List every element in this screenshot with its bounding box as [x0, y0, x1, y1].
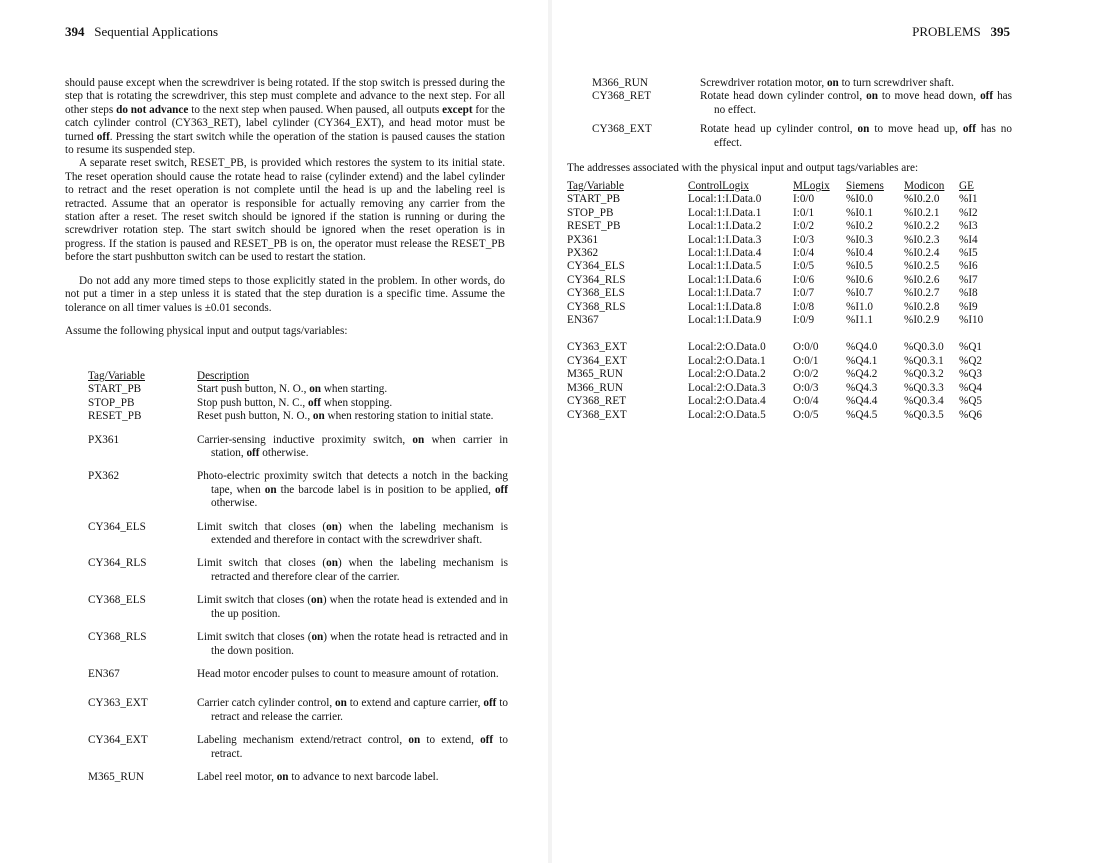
tag-cell: EN367	[567, 314, 599, 327]
tag-cell: RESET_PB	[567, 220, 621, 233]
controllogix-cell: Local:1:I.Data.2	[688, 220, 762, 233]
table-row	[88, 734, 508, 761]
tag-description-table	[88, 370, 508, 784]
siemens-cell: %Q4.5	[846, 408, 878, 421]
output-address-row	[567, 368, 989, 381]
controllogix-cell: Local:1:I.Data.3	[688, 233, 762, 246]
table-header-row	[88, 370, 508, 383]
mlogix-cell: I:0/5	[793, 260, 815, 273]
input-address-row	[567, 274, 989, 287]
output-address-row	[567, 395, 989, 408]
paragraph: should pause except when the screwdriver is being rotated. If the stop switch is pressed during the step that is rotating the screwdriver, this step must complete and advance to the next step. For all other steps do not advance to the next step when paused. When paused, all outputs except for the catch cylinder control (CY363_RET), label cylinder (CY364_EXT), and head motor must be turned off. Pressing the start switch while the operation of the station is paused causes the station to resume its suspended step.	[65, 77, 506, 157]
right-running-title: PROBLEMS	[912, 24, 981, 39]
modicon-cell: %I0.2.2	[904, 220, 940, 233]
ge-cell: %I2	[959, 206, 978, 219]
mlogix-cell: I:0/4	[793, 247, 815, 260]
paragraph: A separate reset switch, RESET_PB, is provided which restores the system to its initial state. The reset operation should cause the rotate head to raise (cylinder extend) and the label cylinder to retract and the reset operation is not complete until the head is up and the labeling reel is retracted. Assume that an operator is responsible for actually removing any carrier from the station after a reset. The reset switch should be ignored if the station is running or during the screwdriver rotation step. The start switch should be ignored when the reset operation is in progress. If the station is paused and RESET_PB is on, the operator must release the RESET_PB before the start pushbutton switch can be used to restart the station.	[65, 157, 505, 264]
siemens-cell: %Q4.2	[846, 368, 878, 381]
controllogix-cell: Local:1:I.Data.1	[688, 206, 762, 219]
table-row	[88, 668, 508, 681]
siemens-cell: %I0.1	[846, 206, 874, 219]
siemens-cell: %I0.6	[846, 273, 874, 286]
description-cell: Rotate head down cylinder control, on to move head down, off has no effect.	[700, 90, 1012, 116]
ge-cell: %I9	[959, 300, 978, 313]
input-address-rows	[567, 193, 989, 327]
right-running-head	[912, 24, 1010, 40]
tag-cell: CY363_EXT	[567, 341, 627, 354]
controllogix-cell: Local:2:O.Data.1	[688, 354, 766, 367]
description-cell: Limit switch that closes (on) when the labeling mechanism is retracted and therefore clear of the carrier.	[197, 557, 508, 583]
siemens-cell: %I0.0	[846, 193, 874, 206]
modicon-cell: %I0.2.8	[904, 300, 940, 313]
controllogix-cell: Local:1:I.Data.0	[688, 193, 762, 206]
input-address-row	[567, 260, 989, 273]
tag-cell: CY368_RLS	[88, 631, 147, 644]
modicon-cell: %Q0.3.4	[904, 395, 944, 408]
description-cell: Labeling mechanism extend/retract control, on to extend, off to retract.	[197, 734, 508, 760]
mlogix-cell: I:0/7	[793, 287, 815, 300]
tag-cell: CY364_RLS	[88, 557, 147, 570]
mlogix-cell: I:0/2	[793, 220, 815, 233]
left-running-head	[65, 24, 218, 40]
ge-cell: %I10	[959, 314, 984, 327]
siemens-cell: %Q4.1	[846, 354, 878, 367]
header-description: Description	[197, 370, 250, 382]
tag-cell: PX361	[88, 433, 120, 446]
left-page	[0, 0, 548, 863]
ge-cell: %Q3	[959, 368, 982, 381]
modicon-cell: %I0.2.3	[904, 233, 940, 246]
modicon-cell: %I0.2.9	[904, 314, 940, 327]
right-page	[552, 0, 1100, 863]
description-cell: Screwdriver rotation motor, on to turn screwdriver shaft.	[700, 77, 955, 89]
mlogix-cell: O:0/0	[793, 341, 819, 354]
right-page-number: 395	[990, 24, 1010, 39]
header-mlogix: MLogix	[793, 180, 830, 192]
mlogix-cell: I:0/8	[793, 300, 815, 313]
tag-cell: M366_RUN	[592, 77, 648, 89]
ge-cell: %I3	[959, 220, 978, 233]
ge-cell: %I6	[959, 260, 978, 273]
ge-cell: %Q2	[959, 354, 982, 367]
tag-cell: CY368_EXT	[592, 123, 652, 136]
table-row	[88, 594, 508, 621]
input-address-row	[567, 314, 989, 327]
tag-cell: PX362	[88, 470, 120, 483]
description-cell: Rotate head up cylinder control, on to move head up, off has no effect.	[700, 123, 1012, 149]
ge-cell: %I8	[959, 287, 978, 300]
tag-cell: M365_RUN	[567, 368, 623, 381]
address-intro: The addresses associated with the physical input and output tags/variables are:	[567, 162, 919, 174]
tag-cell: PX362	[567, 247, 599, 260]
controllogix-cell: Local:1:I.Data.4	[688, 247, 762, 260]
siemens-cell: %I0.4	[846, 247, 874, 260]
tag-cell: EN367	[88, 667, 120, 680]
tag-cell: CY364_EXT	[567, 354, 627, 367]
tag-cell: PX361	[567, 233, 599, 246]
tag-cell: STOP_PB	[567, 206, 614, 219]
table-row	[88, 470, 508, 510]
tag-cell: M366_RUN	[567, 381, 623, 394]
tag-description-table-continued	[592, 77, 1012, 150]
modicon-cell: %Q0.3.3	[904, 381, 944, 394]
mlogix-cell: I:0/1	[793, 206, 815, 219]
table-row	[88, 410, 508, 423]
tag-cell: CY364_ELS	[88, 520, 146, 533]
header-tag: Tag/Variable	[88, 370, 145, 382]
description-cell: Label reel motor, on to advance to next barcode label.	[197, 770, 439, 783]
ge-cell: %I4	[959, 233, 978, 246]
controllogix-cell: Local:1:I.Data.9	[688, 314, 762, 327]
tag-cell: CY368_EXT	[567, 408, 627, 421]
modicon-cell: %Q0.3.2	[904, 368, 944, 381]
controllogix-cell: Local:2:O.Data.0	[688, 341, 766, 354]
tag-cell: START_PB	[88, 383, 142, 396]
input-address-row	[567, 287, 989, 300]
siemens-cell: %I0.5	[846, 260, 874, 273]
mlogix-cell: I:0/3	[793, 233, 815, 246]
controllogix-cell: Local:2:O.Data.3	[688, 381, 766, 394]
mlogix-cell: O:0/5	[793, 408, 819, 421]
table-row	[88, 434, 508, 461]
address-header-row	[567, 180, 989, 193]
output-address-rows	[567, 341, 989, 421]
description-cell: Stop push button, N. C., off when stopping.	[197, 396, 393, 409]
table-row	[88, 771, 508, 784]
description-cell: Start push button, N. O., on when starting.	[197, 383, 388, 396]
ge-cell: %I1	[959, 193, 978, 206]
ge-cell: %I7	[959, 273, 978, 286]
ge-cell: %Q1	[959, 341, 982, 354]
siemens-cell: %Q4.0	[846, 341, 878, 354]
tag-cell: M365_RUN	[88, 770, 144, 783]
description-cell: Reset push button, N. O., on when restoring station to initial state.	[197, 410, 494, 423]
header-tag: Tag/Variable	[567, 180, 624, 192]
description-cell: Head motor encoder pulses to count to measure amount of rotation.	[197, 667, 499, 680]
mlogix-cell: O:0/1	[793, 354, 819, 367]
siemens-cell: %I0.3	[846, 233, 874, 246]
paragraph: Assume the following physical input and output tags/variables:	[65, 324, 348, 337]
controllogix-cell: Local:2:O.Data.5	[688, 408, 766, 421]
input-address-row	[567, 234, 989, 247]
siemens-cell: %I1.0	[846, 300, 874, 313]
header-ge: GE	[959, 180, 974, 192]
modicon-cell: %I0.2.1	[904, 206, 940, 219]
ge-cell: %Q5	[959, 395, 982, 408]
header-modicon: Modicon	[904, 180, 945, 192]
mlogix-cell: O:0/3	[793, 381, 819, 394]
ge-cell: %Q4	[959, 381, 982, 394]
tag-cell: START_PB	[567, 193, 621, 206]
tag-cell: CY368_RLS	[567, 300, 626, 313]
tag-cell: STOP_PB	[88, 396, 135, 409]
tag-cell: CY364_ELS	[567, 260, 625, 273]
description-cell: Limit switch that closes (on) when the labeling mechanism is extended and therefore in contact with the screwdriver shaft.	[197, 520, 508, 547]
siemens-cell: %I1.1	[846, 314, 874, 327]
controllogix-cell: Local:1:I.Data.6	[688, 273, 762, 286]
description-cell: Carrier-sensing inductive proximity switch, on when carrier in station, off otherwise.	[197, 433, 508, 460]
mlogix-cell: I:0/0	[793, 193, 815, 206]
output-address-row	[567, 409, 989, 422]
modicon-cell: %I0.2.0	[904, 193, 940, 206]
tag-cell: CY368_RET	[567, 395, 627, 408]
output-address-row	[567, 382, 989, 395]
modicon-cell: %Q0.3.1	[904, 354, 944, 367]
table-row	[592, 77, 1012, 90]
left-page-number: 394	[65, 24, 85, 39]
modicon-cell: %Q0.3.5	[904, 408, 944, 421]
address-table	[567, 180, 989, 422]
siemens-cell: %Q4.4	[846, 395, 878, 408]
table-row	[592, 123, 1012, 150]
tag-cell: CY364_RLS	[567, 273, 626, 286]
modicon-cell: %I0.2.7	[904, 287, 940, 300]
input-address-row	[567, 301, 989, 314]
input-address-row	[567, 207, 989, 220]
tag-cell: CY363_EXT	[88, 697, 148, 710]
paragraph: Do not add any more timed steps to those explicitly stated in the problem. In other words, do not put a timer in a step unless it is stated that the step duration is a specific time. Assume the tolerance on all timer values is ±0.01 seconds.	[65, 274, 505, 314]
mlogix-cell: I:0/6	[793, 273, 815, 286]
tag-cell: CY368_RET	[592, 90, 652, 103]
table-row	[88, 631, 508, 658]
description-cell: Photo-electric proximity switch that detects a notch in the backing tape, when on the barcode label is in position to be applied, off otherwise.	[197, 470, 508, 510]
tag-cell: RESET_PB	[88, 410, 142, 423]
tag-cell: CY368_ELS	[88, 594, 146, 607]
table-row	[592, 90, 1012, 117]
header-controllogix: ControlLogix	[688, 180, 749, 192]
ge-cell: %I5	[959, 247, 978, 260]
body-text	[65, 77, 505, 338]
output-address-row	[567, 341, 989, 354]
controllogix-cell: Local:1:I.Data.5	[688, 260, 762, 273]
controllogix-cell: Local:2:O.Data.2	[688, 368, 766, 381]
modicon-cell: %Q0.3.0	[904, 341, 944, 354]
mlogix-cell: O:0/2	[793, 368, 819, 381]
table-row	[88, 557, 508, 584]
description-cell: Limit switch that closes (on) when the rotate head is retracted and in the down position.	[197, 631, 508, 657]
siemens-cell: %Q4.3	[846, 381, 878, 394]
tag-cell: CY364_EXT	[88, 734, 148, 747]
header-siemens: Siemens	[846, 180, 884, 192]
controllogix-cell: Local:1:I.Data.8	[688, 300, 762, 313]
input-address-row	[567, 220, 989, 233]
input-address-row	[567, 247, 989, 260]
ge-cell: %Q6	[959, 408, 982, 421]
controllogix-cell: Local:1:I.Data.7	[688, 287, 762, 300]
mlogix-cell: I:0/9	[793, 314, 815, 327]
controllogix-cell: Local:2:O.Data.4	[688, 395, 766, 408]
input-address-row	[567, 193, 989, 206]
table-row	[88, 383, 508, 396]
mlogix-cell: O:0/4	[793, 395, 819, 408]
modicon-cell: %I0.2.5	[904, 260, 940, 273]
modicon-cell: %I0.2.4	[904, 247, 940, 260]
left-running-title: Sequential Applications	[94, 24, 219, 39]
table-row	[88, 397, 508, 410]
output-address-row	[567, 355, 989, 368]
siemens-cell: %I0.7	[846, 287, 874, 300]
modicon-cell: %I0.2.6	[904, 273, 940, 286]
tag-cell: CY368_ELS	[567, 287, 625, 300]
description-cell: Limit switch that closes (on) when the rotate head is extended and in the up position.	[197, 594, 508, 620]
table-row	[88, 697, 508, 724]
table-row	[88, 521, 508, 548]
siemens-cell: %I0.2	[846, 220, 874, 233]
description-cell: Carrier catch cylinder control, on to extend and capture carrier, off to retract and release the carrier.	[197, 697, 509, 723]
